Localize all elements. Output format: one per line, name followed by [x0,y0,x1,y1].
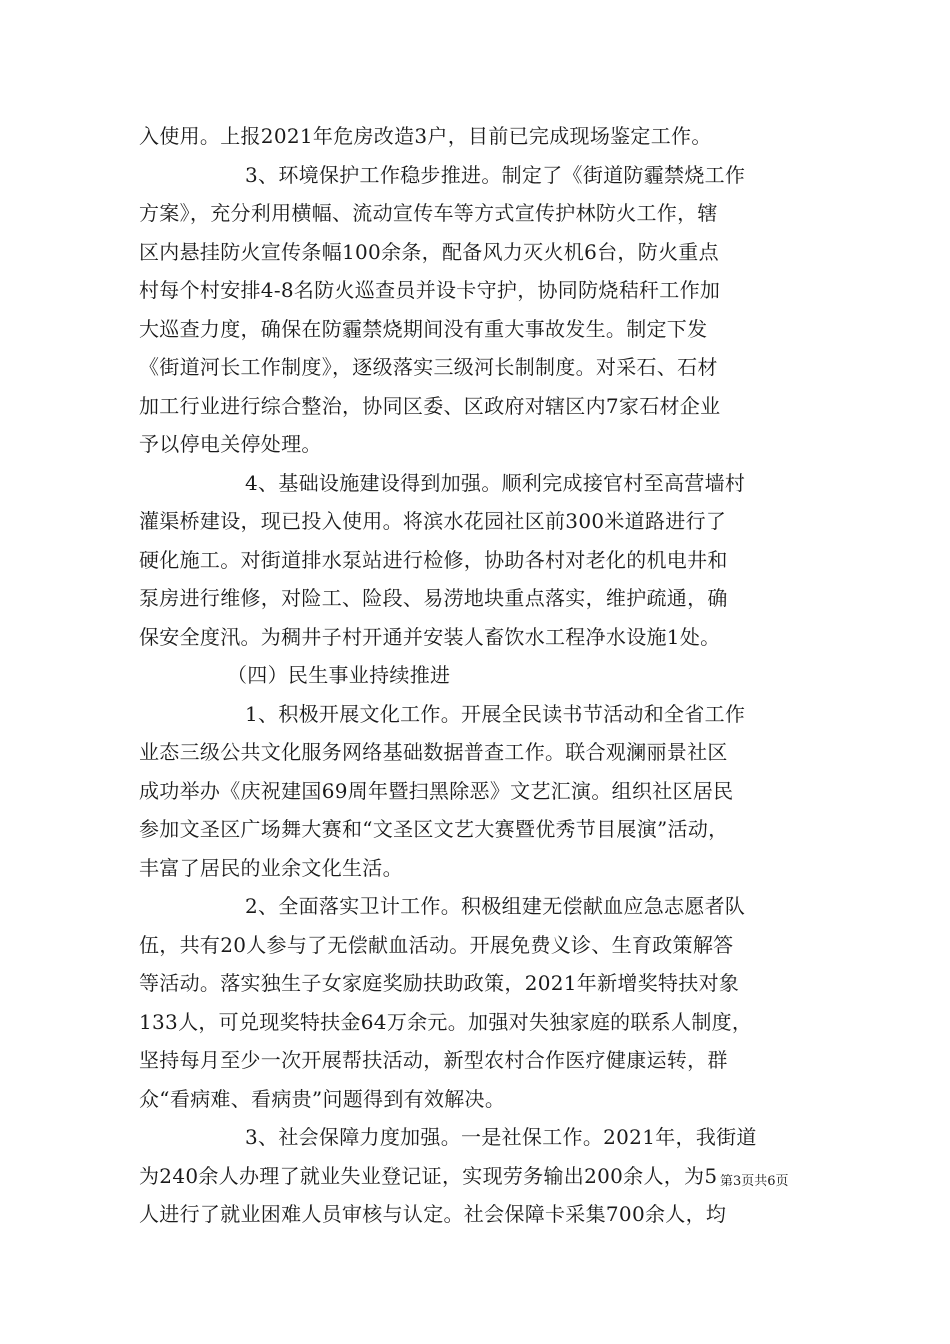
paragraph-start-line: 4、基础设施建设得到加强。顺利完成接官村至高营墙村 [245,470,746,495]
page-number: 第3页共6页 [720,1174,789,1189]
text-line: 入使用。上报2021年危房改造3户，目前已完成现场鉴定工作。 [139,124,712,148]
text-line: 133人，可兑现奖特扶金64万余元。加强对失独家庭的联系人制度， [139,1009,753,1034]
text-line: 大巡查力度，确保在防霾禁烧期间没有重大事故发生。制定下发 [139,316,708,341]
text-line: 灌渠桥建设，现已投入使用。将滨水花园社区前300米道路进行了 [139,509,727,533]
text-line: 泵房进行维修，对险工、险段、易涝地块重点落实，维护疏通，确 [139,586,728,610]
paragraph-start-line: 2、全面落实卫计工作。积极组建无偿献血应急志愿者队 [245,894,746,918]
paragraph-start-line: 3、环境保护工作稳步推进。制定了《街道防霾禁烧工作 [245,162,746,187]
text-line: 予以停电关停处理。 [139,432,322,456]
text-line: 坚持每月至少一次开展帮扶活动，新型农村合作医疗健康运转，群 [139,1048,728,1072]
text-line: 业态三级公共文化服务网络基础数据普查工作。联合观澜丽景社区 [139,740,728,764]
text-line: 伍，共有20人参与了无偿献血活动。开展免费义诊、生育政策解答 [139,932,734,957]
section-heading: （四）民生事业持续推进 [227,663,451,687]
text-line: 等活动。落实独生子女家庭奖励扶助政策，2021年新增奖特扶对象 [139,971,740,995]
text-line: 《街道河长工作制度》，逐级落实三级河长制制度。对采石、石材 [139,355,718,379]
text-line: 村每个村安排4-8名防火巡查员并设卡守护，协同防烧秸秆工作加 [139,278,721,302]
text-line: 人进行了就业困难人员审核与认定。社会保障卡采集700余人，均 [139,1202,727,1226]
text-line: 参加文圣区广场舞大赛和“文圣区文艺大赛暨优秀节目展演”活动， [139,817,729,841]
text-line: 众“看病难、看病贵”问题得到有效解决。 [139,1086,506,1111]
paragraph-start-line: 3、社会保障力度加强。一是社保工作。2021年，我街道 [245,1125,757,1149]
text-line: 为240余人办理了就业失业登记证，实现劳务输出200余人，为5 [139,1163,718,1188]
text-line: 硬化施工。对街道排水泵站进行检修，协助各村对老化的机电井和 [139,547,728,572]
text-line: 丰富了居民的业余文化生活。 [139,855,403,880]
body-text [139,117,814,1234]
text-line: 保安全度汛。为稠井子村开通并安装人畜饮水工程净水设施1处。 [139,624,721,649]
text-line: 成功举办《庆祝建国69周年暨扫黑除恶》文艺汇演。组织社区居民 [139,778,734,803]
text-line: 加工行业进行综合整治，协同区委、区政府对辖区内7家石材企业 [139,393,721,418]
text-line: 方案》，充分利用横幅、流动宣传车等方式宣传护林防火工作，辖 [139,201,718,225]
paragraph-start-line: 1、积极开展文化工作。开展全民读书节活动和全省工作 [245,701,746,726]
text-line: 区内悬挂防火宣传条幅100余条，配备风力灭火机6台，防火重点 [139,239,719,264]
